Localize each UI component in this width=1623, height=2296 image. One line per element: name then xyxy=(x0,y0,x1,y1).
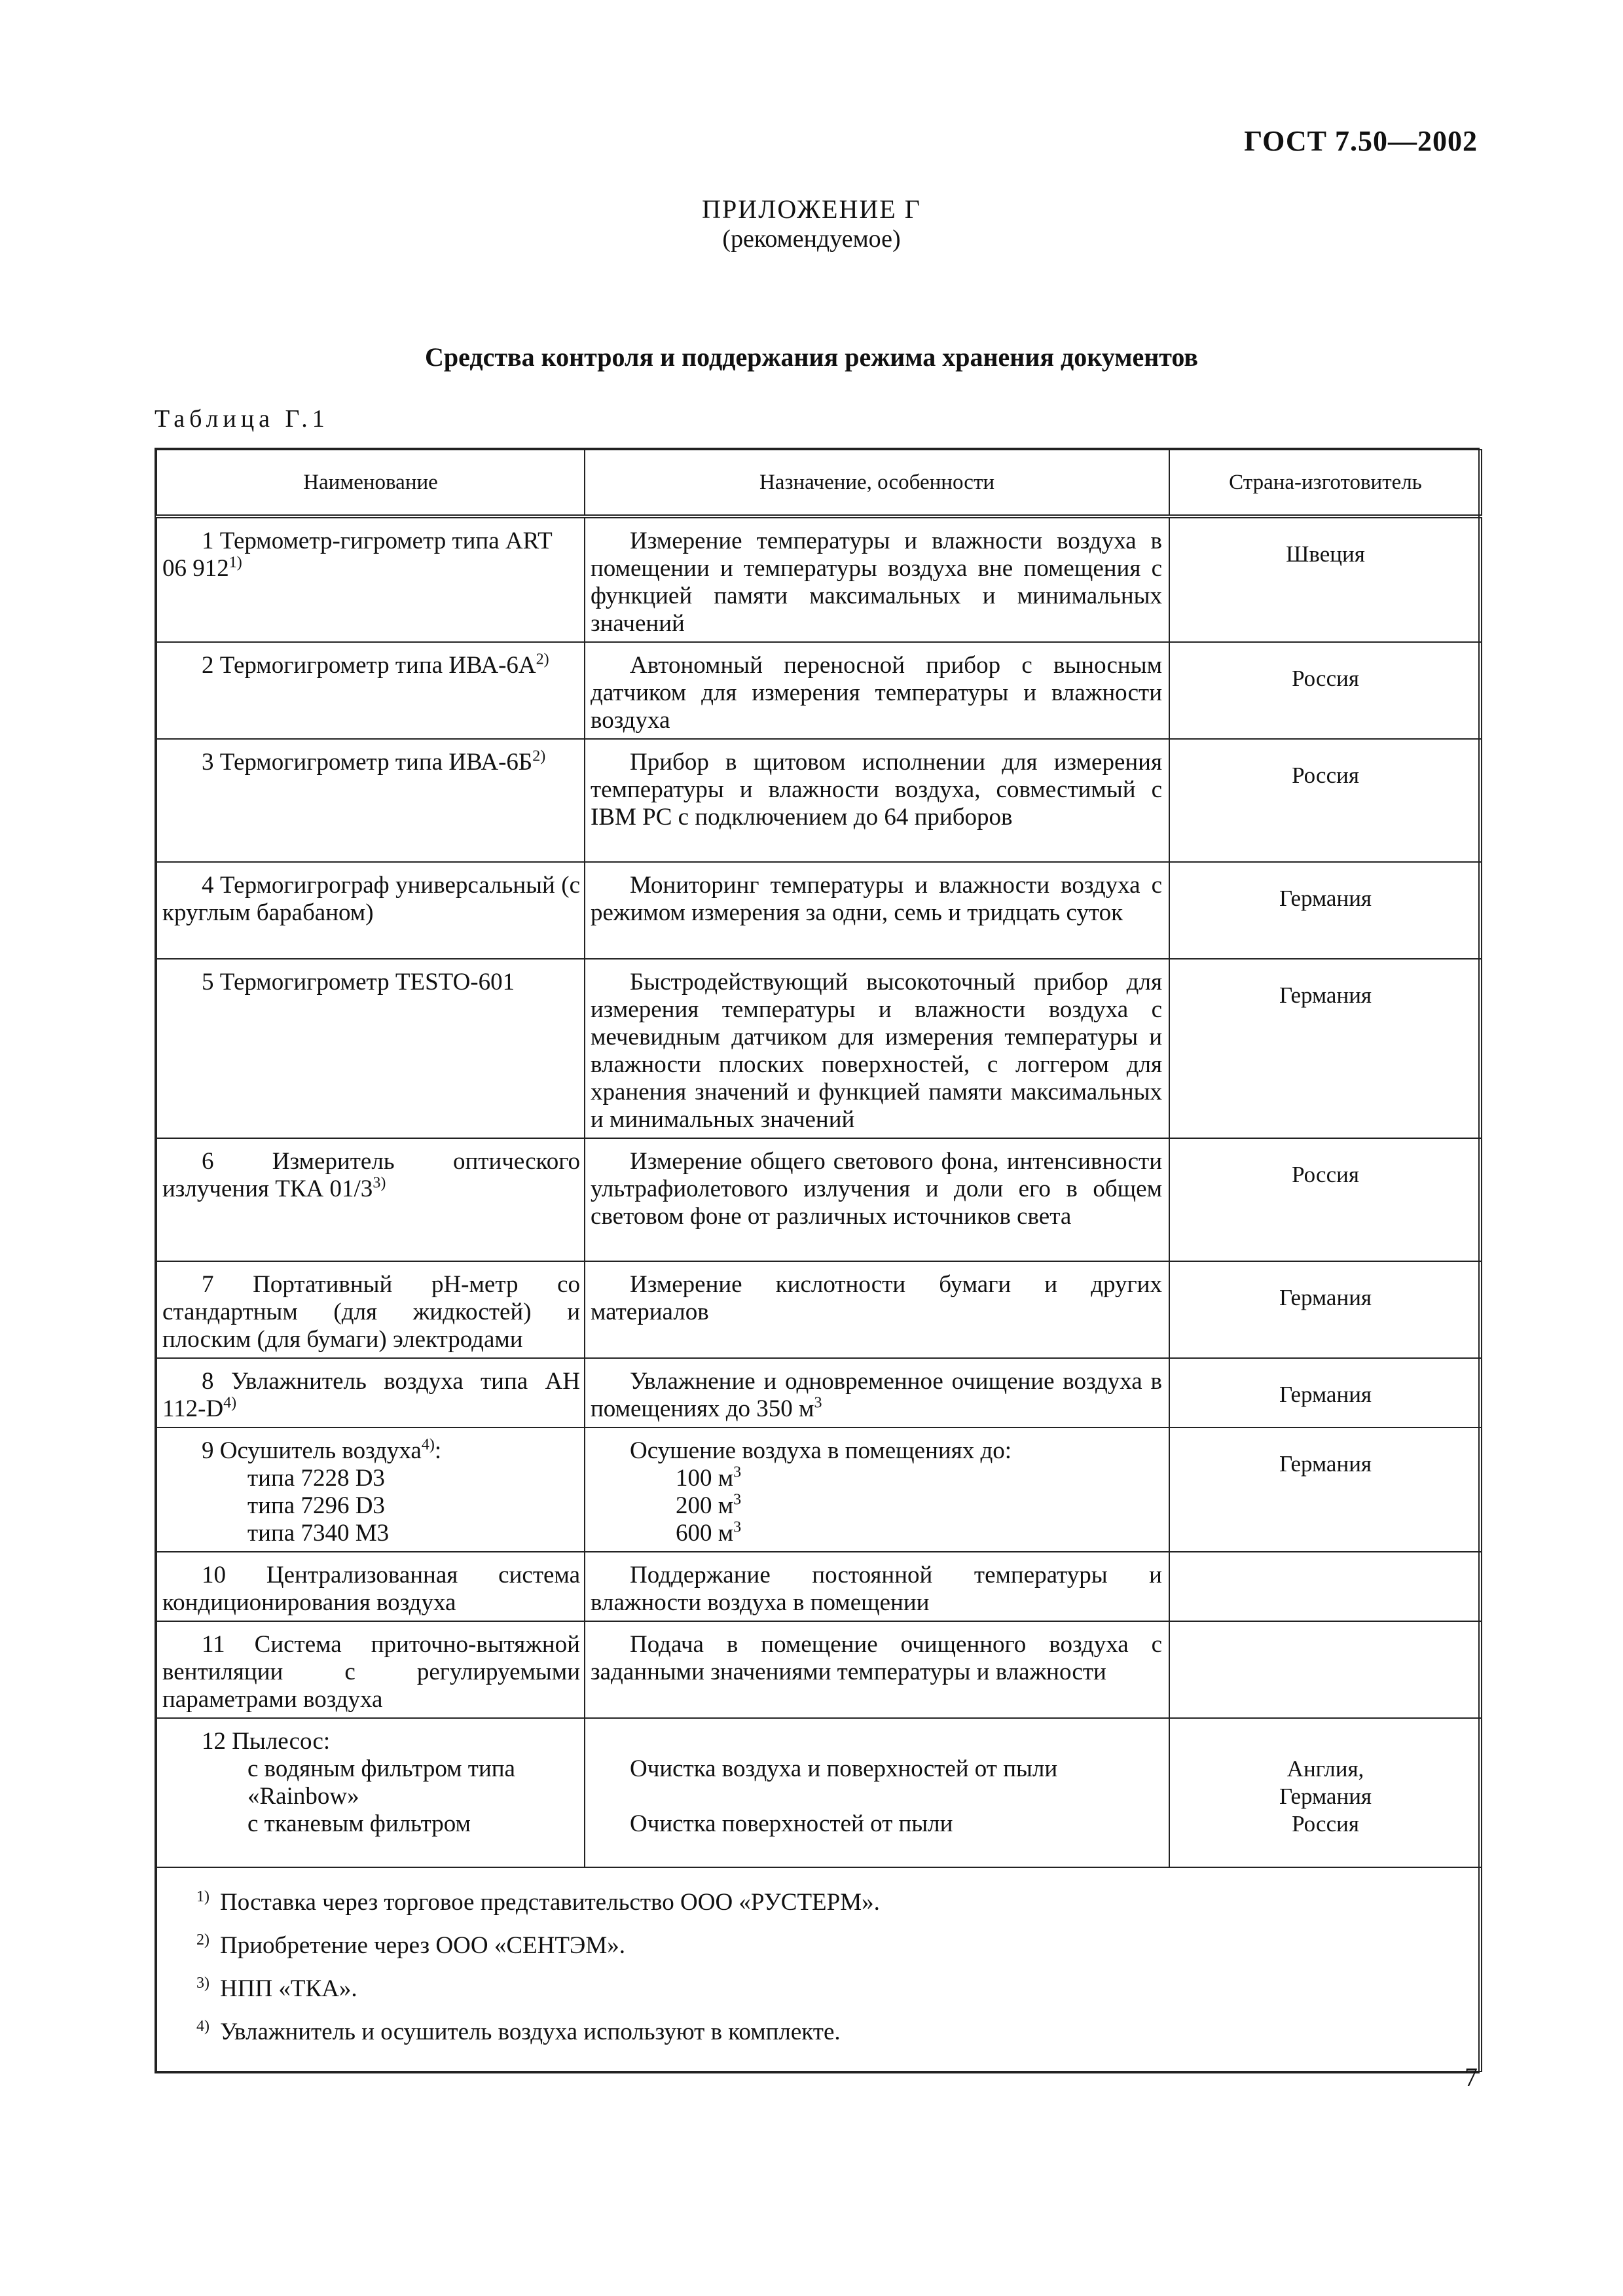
table-row xyxy=(156,1138,1482,1261)
footnote xyxy=(196,2018,1468,2046)
unit-superscript: 3 xyxy=(733,1491,742,1509)
item-purpose: Измерение температуры и влажности воздуха в помещении и температуры воздуха вне помещения с функцией памяти максимальных и минимальных значений xyxy=(585,516,1169,642)
unit-superscript: 3 xyxy=(733,1518,742,1536)
item-name xyxy=(156,516,585,642)
table-row xyxy=(156,739,1482,862)
item-name-text: 9 Осушитель воздуха xyxy=(202,1437,422,1464)
sub-item: типа 7228 D3 xyxy=(247,1465,385,1492)
item-purpose: Измерение общего светового фона, интенсивности ультрафиолетового излучения и доли его в общем световом фоне от различных источников света xyxy=(585,1138,1169,1261)
appendix-heading xyxy=(0,194,1623,253)
sub-item: с водяным фильтром типа «Rainbow» xyxy=(247,1755,515,1810)
footnote-text: Поставка через торговое представительство ООО «РУСТЕРМ». xyxy=(220,1889,880,1916)
unit-superscript: 3 xyxy=(814,1394,822,1412)
header-purpose: Назначение, особенности xyxy=(585,450,1169,516)
table-row xyxy=(156,862,1482,959)
sub-purpose xyxy=(591,1492,1162,1520)
item-name-text: 2 Термогигрометр типа ИВА-6А xyxy=(202,652,536,679)
table-row xyxy=(156,1427,1482,1552)
item-country: Россия xyxy=(1169,739,1482,862)
footnote-text: НПП «ТКА». xyxy=(220,1975,357,2002)
item-name-text: 8 Увлажнитель воздуха типа AH 112-D xyxy=(162,1368,580,1422)
table-row xyxy=(156,1261,1482,1358)
footnote-ref: 4) xyxy=(421,1436,435,1454)
country-line: Германия xyxy=(1279,1784,1372,1809)
header-name: Наименование xyxy=(156,450,585,516)
table-label: Таблица Г.1 xyxy=(155,405,329,433)
item-name-suffix: : xyxy=(434,1437,442,1464)
item-name xyxy=(156,1358,585,1427)
item-country: Россия xyxy=(1169,642,1482,739)
item-name: 4 Термогигрограф универсальный (с круглым барабаном) xyxy=(156,862,585,959)
country-line: Россия xyxy=(1292,1811,1359,1837)
item-purpose xyxy=(585,1358,1169,1427)
footnote xyxy=(196,1932,1468,1960)
footnote-mark: 4) xyxy=(196,2017,210,2035)
item-country xyxy=(1169,1621,1482,1718)
header-country: Страна-изготовитель xyxy=(1169,450,1482,516)
unit-superscript: 3 xyxy=(733,1463,742,1481)
footnote-mark: 2) xyxy=(196,1931,210,1948)
item-country: Россия xyxy=(1169,1138,1482,1261)
item-country: Германия xyxy=(1169,862,1482,959)
item-country: Германия xyxy=(1169,1261,1482,1358)
table-row xyxy=(156,1358,1482,1427)
item-name: 11 Система приточно-вытяжной вентиляции с регулируемыми параметрами воздуха xyxy=(156,1621,585,1718)
footnote-mark: 1) xyxy=(196,1888,210,1905)
item-name: 10 Централизованная система кондиционирования воздуха xyxy=(156,1552,585,1621)
table-row xyxy=(156,516,1482,642)
item-name xyxy=(156,739,585,862)
item-purpose: Подача в помещение очищенного воздуха с заданными значениями температуры и влажности xyxy=(585,1621,1169,1718)
footnote-ref: 3) xyxy=(373,1174,386,1192)
item-name-text: 3 Термогигрометр типа ИВА-6Б xyxy=(202,749,533,776)
footnote-ref: 2) xyxy=(536,651,549,668)
sub-purpose-value: 200 м xyxy=(676,1492,734,1519)
sub-purpose: Очистка воздуха и поверхностей от пыли xyxy=(630,1755,1058,1782)
sub-purpose xyxy=(591,1465,1162,1492)
item-name: 5 Термогигрометр TESTO-601 xyxy=(156,959,585,1138)
item-country: Германия xyxy=(1169,959,1482,1138)
item-country: Швеция xyxy=(1169,516,1482,642)
appendix-title: ПРИЛОЖЕНИЕ Г xyxy=(702,194,921,224)
sub-purpose-value: 600 м xyxy=(676,1520,734,1547)
sub-purpose xyxy=(591,1520,1162,1547)
footnote-ref: 2) xyxy=(532,747,546,765)
table-row xyxy=(156,1621,1482,1718)
footnote-mark: 3) xyxy=(196,1974,210,1992)
table-notes xyxy=(156,1867,1482,2072)
item-purpose: Мониторинг температуры и влажности воздуха с режимом измерения за одни, семь и тридцать суток xyxy=(585,862,1169,959)
table-row xyxy=(156,959,1482,1138)
country-line: Англия, xyxy=(1286,1756,1364,1782)
item-name-text: 12 Пылесос: xyxy=(202,1728,331,1755)
item-name xyxy=(156,1718,585,1867)
item-country: Германия xyxy=(1169,1427,1482,1552)
appendix-subtitle: (рекомендуемое) xyxy=(722,225,901,253)
sub-purpose: Очистка поверхностей от пыли xyxy=(630,1810,953,1837)
table-row xyxy=(156,642,1482,739)
item-name: 7 Портативный pH-метр со стандартным (для жидкостей) и плоским (для бумаги) электродами xyxy=(156,1261,585,1358)
item-country xyxy=(1169,1718,1482,1867)
sub-item: с тканевым фильтром xyxy=(247,1810,471,1837)
item-purpose xyxy=(585,1427,1169,1552)
footnote xyxy=(196,1975,1468,2003)
footnote-ref: 1) xyxy=(228,554,242,571)
document-code: ГОСТ 7.50—2002 xyxy=(1244,125,1478,157)
footnote-text: Увлажнитель и осушитель воздуха используют в комплекте. xyxy=(220,2018,841,2045)
footnote-text: Приобретение через ООО «СЕНТЭМ». xyxy=(220,1932,625,1959)
item-country xyxy=(1169,1552,1482,1621)
item-purpose: Быстродействующий высокоточный прибор для измерения температуры и влажности воздуха с мечевидным датчиком для измерения температуры и влажности плоских поверхностей, с логгером для хранения значений и функцией памяти максимальных и минимальных значений xyxy=(585,959,1169,1138)
item-purpose: Прибор в щитовом исполнении для измерения температуры и влажности воздуха, совместимый с IBM PC с подключением до 64 приборов xyxy=(585,739,1169,862)
sub-item: типа 7340 M3 xyxy=(247,1520,390,1547)
equipment-table xyxy=(156,449,1482,2072)
table-header-row xyxy=(156,450,1482,516)
item-country: Германия xyxy=(1169,1358,1482,1427)
item-name xyxy=(156,1138,585,1261)
item-name xyxy=(156,1427,585,1552)
sub-item: типа 7296 D3 xyxy=(247,1492,385,1519)
item-purpose: Измерение кислотности бумаги и других материалов xyxy=(585,1261,1169,1358)
item-name xyxy=(156,642,585,739)
document-title: Средства контроля и поддержания режима хранения документов xyxy=(424,342,1198,372)
item-purpose: Автономный переносной прибор с выносным датчиком для измерения температуры и влажности воздуха xyxy=(585,642,1169,739)
notes-row xyxy=(156,1867,1482,2072)
sub-purpose-value: 100 м xyxy=(676,1465,734,1492)
item-purpose-text: Осушение воздуха в помещениях до: xyxy=(630,1437,1012,1464)
item-purpose-text: Увлажнение и одновременное очищение воздуха в помещениях до 350 м xyxy=(591,1368,1162,1422)
table-row xyxy=(156,1552,1482,1621)
page-number: 7 xyxy=(1465,2062,1478,2092)
item-name-text: 6 Измеритель оптического излучения ТКА 01/3 xyxy=(162,1148,580,1202)
item-purpose: Поддержание постоянной температуры и влажности воздуха в помещении xyxy=(585,1552,1169,1621)
table-row xyxy=(156,1718,1482,1867)
item-name-text: 1 Термометр-гигрометр типа ART 06 912 xyxy=(162,528,553,582)
table-container xyxy=(155,448,1480,2073)
footnote-ref: 4) xyxy=(223,1394,237,1412)
footnote xyxy=(196,1889,1468,1916)
item-purpose xyxy=(585,1718,1169,1867)
